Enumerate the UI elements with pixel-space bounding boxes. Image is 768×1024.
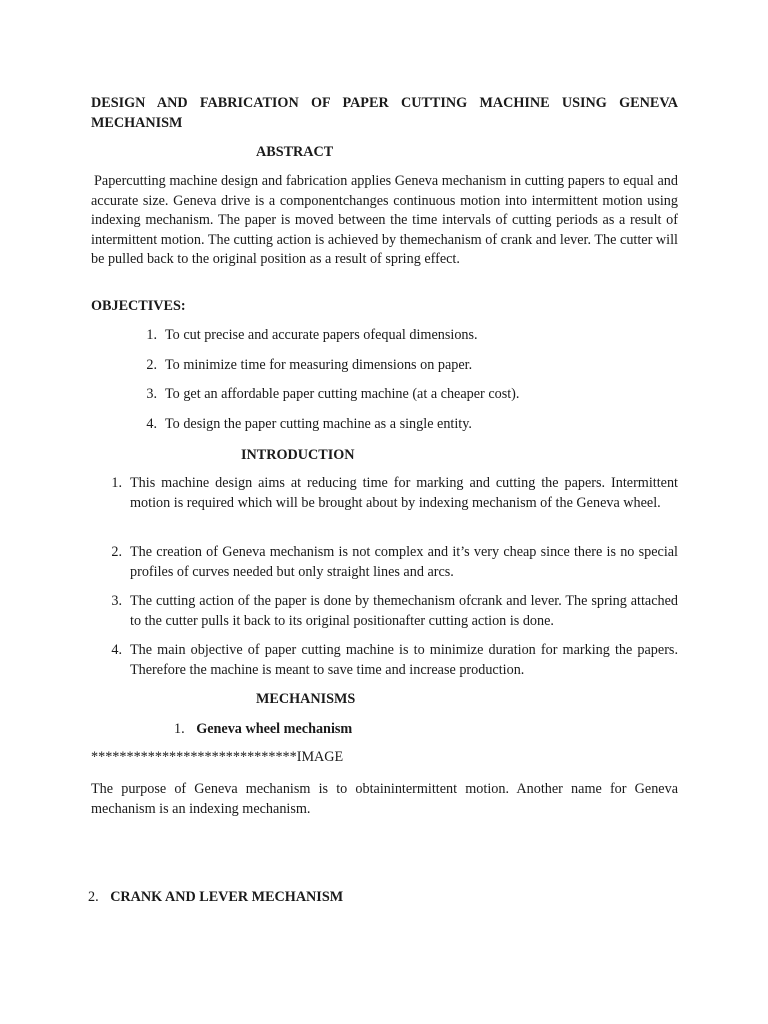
- list-number: 2.: [111, 544, 122, 560]
- introduction-item: [98, 474, 678, 513]
- mechanism-item-geneva: [174, 720, 352, 740]
- list-number: 3.: [111, 593, 122, 609]
- abstract-heading: ABSTRACT: [256, 144, 334, 160]
- introduction-text: The cutting action of the paper is done by themechanism ofcrank and lever. The spring attached to the cutter pulls it back to its original positionafter cutting action is done.: [130, 593, 678, 629]
- introduction-text: This machine design aims at reducing time for marking and cutting the papers. Intermittent motion is required which will be brought about by indexing mechanism of the Geneva wheel.: [130, 475, 678, 511]
- objective-item: [133, 385, 519, 405]
- objective-text: To cut precise and accurate papers ofequal dimensions.: [165, 327, 478, 343]
- objective-item: [133, 415, 472, 435]
- mechanism-title: Geneva wheel mechanism: [196, 721, 353, 737]
- objectives-heading: OBJECTIVES:: [91, 298, 186, 314]
- image-placeholder: *****************************IMAGE: [91, 749, 344, 765]
- document-title: [91, 94, 678, 133]
- introduction-text: The main objective of paper cutting machine is to minimize duration for marking the papers. Therefore the machine is meant to save time and increase production.: [130, 642, 678, 678]
- introduction-text: The creation of Geneva mechanism is not complex and it’s very cheap since there is no special profiles of curves needed but only straight lines and arcs.: [130, 544, 678, 580]
- document-title-line-2: MECHANISM: [91, 114, 183, 131]
- list-number: 4.: [146, 416, 157, 432]
- list-number: 1.: [146, 327, 157, 343]
- document-title-line-1: DESIGN AND FABRICATION OF PAPER CUTTING MACHINE USING GENEVA: [91, 95, 678, 111]
- list-number: 1.: [111, 475, 122, 491]
- mechanisms-heading: MECHANISMS: [256, 691, 356, 707]
- objective-text: To get an affordable paper cutting machine (at a cheaper cost).: [165, 386, 520, 402]
- mechanism-item-crank-lever: [88, 888, 343, 908]
- introduction-item: [98, 641, 678, 680]
- objective-text: To minimize time for measuring dimensions on paper.: [165, 357, 473, 373]
- geneva-purpose-text: The purpose of Geneva mechanism is to obtainintermittent motion. Another name for Geneva mechanism is an indexing mechanism.: [91, 781, 678, 817]
- introduction-item: [98, 592, 678, 631]
- introduction-heading: INTRODUCTION: [241, 447, 355, 463]
- mechanism-title: CRANK AND LEVER MECHANISM: [110, 889, 344, 905]
- abstract-text: Papercutting machine design and fabrication applies Geneva mechanism in cutting papers to equal and accurate size. Geneva drive is a componentchanges continuous motion into intermittent motion using indexing mechanism. The paper is moved between the time intervals of cutting periods as a result of intermittent motion. The cutting action is achieved by themechanism of crank and lever. The cutter will be pulled back to the original position as a result of spring effect.: [91, 173, 678, 267]
- objective-item: [133, 326, 478, 346]
- list-number: 1.: [174, 721, 185, 737]
- list-number: 2.: [88, 889, 99, 905]
- objective-item: [133, 356, 472, 376]
- list-number: 3.: [146, 386, 157, 402]
- list-number: 2.: [146, 357, 157, 373]
- objective-text: To design the paper cutting machine as a single entity.: [165, 416, 472, 432]
- list-number: 4.: [111, 642, 122, 658]
- introduction-item: [98, 543, 678, 582]
